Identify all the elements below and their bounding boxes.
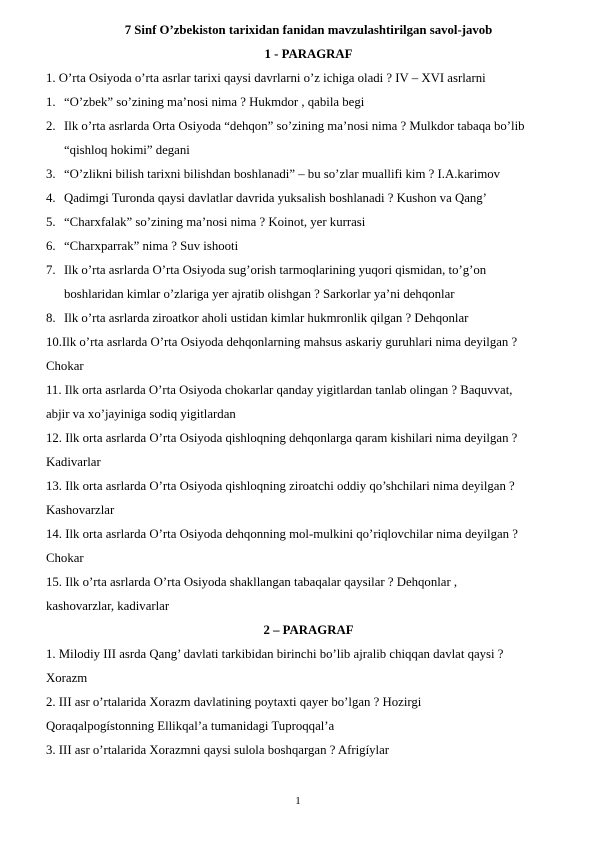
section-heading-1: 1 - PARAGRAF bbox=[264, 47, 353, 61]
page-number: 1 bbox=[295, 795, 301, 807]
section-heading-2: 2 – PARAGRAF bbox=[263, 623, 354, 637]
list-item-line: Xorazm bbox=[46, 671, 88, 685]
list-item-line: 2. III asr o’rtalarida Xorazm davlatining poytaxti qayer bo’lgan ? Hozirgi bbox=[46, 695, 422, 709]
list-item-line: Chokar bbox=[46, 551, 84, 565]
list-item-text: Qadimgi Turonda qaysi davlatlar davrida yuksalish boshlanadi ? Kushon va Qang’ bbox=[64, 191, 487, 205]
list-item bbox=[46, 186, 571, 210]
list-item-text: boshlaridan kimlar o’zlariga yer ajratib olishgan ? Sarkorlar ya’ni dehqonlar bbox=[64, 287, 455, 301]
list-item-line: 15. Ilk o’rta asrlarda O’rta Osiyoda shakllangan tabaqalar qaysilar ? Dehqonlar , bbox=[46, 575, 458, 589]
list-item-line: 1. Milodiy III asrda Qang’ davlati tarkibidan birinchi bo’lib ajralib chiqqan davlat qaysi ? bbox=[46, 647, 504, 661]
list-item-line: 14. Ilk orta asrlarda O’rta Osiyoda dehqonning mol-mulkini qo’riqlovchilar nima deyilgan ? bbox=[46, 527, 518, 541]
list-item-number: 6. bbox=[46, 239, 56, 253]
list-item-number: 1. bbox=[46, 95, 56, 109]
document-page bbox=[46, 18, 571, 762]
list-item-line: Kashovarzlar bbox=[46, 503, 115, 517]
list-item-line: Chokar bbox=[46, 359, 84, 373]
list-item-number: 5. bbox=[46, 215, 56, 229]
list-item bbox=[46, 210, 571, 234]
list-item bbox=[46, 234, 571, 258]
list-item-text: Ilk o’rta asrlarda O’rta Osiyoda sug’orish tarmoqlarining yuqori qismidan, to’g’on bbox=[64, 263, 487, 277]
list-item-line: 10.Ilk o’rta asrlarda O’rta Osiyoda dehqonlarning mahsus askariy guruhlari nima deyilgan ? bbox=[46, 335, 518, 349]
list-item bbox=[46, 258, 571, 282]
list-item-line: 12. Ilk orta asrlarda O’rta Osiyoda qishloqning dehqonlarga qaram kishilari nima deyilgan ? bbox=[46, 431, 518, 445]
list-item-line: 13. Ilk orta asrlarda O’rta Osiyoda qishloqning ziroatchi oddiy qo’shchilari nima deyilgan ? bbox=[46, 479, 515, 493]
list-item bbox=[46, 90, 571, 114]
list-item-line: abjir va xo’jayiniga sodiq yigitlardan bbox=[46, 407, 236, 421]
document-title: 7 Sinf O’zbekiston tarixidan fanidan mavzulashtirilgan savol-javob bbox=[124, 23, 493, 37]
list-item-text: Ilk o’rta asrlarda ziroatkor aholi ustidan kimlar hukmronlik qilgan ? Dehqonlar bbox=[64, 311, 469, 325]
list-item bbox=[46, 114, 571, 138]
list-item-number: 3. bbox=[46, 167, 56, 181]
question-list-1-continued bbox=[46, 330, 571, 618]
list-item bbox=[46, 162, 571, 186]
list-item-number bbox=[46, 138, 64, 162]
list-item-number bbox=[46, 282, 64, 306]
list-item-text: “Charxfalak” so’zining ma’nosi nima ? Koinot, yer kurrasi bbox=[64, 215, 366, 229]
list-item-text: “qishloq hokimi” degani bbox=[64, 143, 190, 157]
question-list-1 bbox=[46, 90, 571, 330]
list-item-text: “O’zbek” so’zining ma’nosi nima ? Hukmdor , qabila begi bbox=[64, 95, 365, 109]
list-item-line: kashovarzlar, kadivarlar bbox=[46, 599, 170, 613]
list-item-number: 4. bbox=[46, 191, 56, 205]
list-item bbox=[46, 138, 571, 162]
list-item-text: “O’zlikni bilish tarixni bilishdan boshlanadi” – bu so’zlar muallifi kim ? I.A.karimov bbox=[64, 167, 501, 181]
question-list-2 bbox=[46, 642, 571, 762]
list-item-text: “Charxparrak” nima ? Suv ishooti bbox=[64, 239, 239, 253]
list-item-line: Kadivarlar bbox=[46, 455, 101, 469]
list-item-number: 7. bbox=[46, 263, 56, 277]
list-item-number: 8. bbox=[46, 311, 56, 325]
list-item-text: Ilk o’rta asrlarda Orta Osiyoda “dehqon” so’zining ma’nosi nima ? Mulkdor tabaqa bo’lib bbox=[64, 119, 525, 133]
list-item-line: 3. III asr o’rtalarida Xorazmni qaysi sulola boshqargan ? Afrigíylar bbox=[46, 743, 390, 757]
list-item bbox=[46, 306, 571, 330]
list-item-number: 2. bbox=[46, 119, 56, 133]
list-item-line: Qoraqalpogístonning Ellikqal’a tumanidagi Tuproqqal’a bbox=[46, 719, 335, 733]
intro-question: 1. O’rta Osiyoda o’rta asrlar tarixi qaysi davrlarni o’z ichiga oladi ? IV – XVI asrlarni bbox=[46, 71, 486, 85]
list-item bbox=[46, 282, 571, 306]
list-item-line: 11. Ilk orta asrlarda O’rta Osiyoda chokarlar qanday yigitlardan tanlab olingan ? Baquvvat, bbox=[46, 383, 513, 397]
